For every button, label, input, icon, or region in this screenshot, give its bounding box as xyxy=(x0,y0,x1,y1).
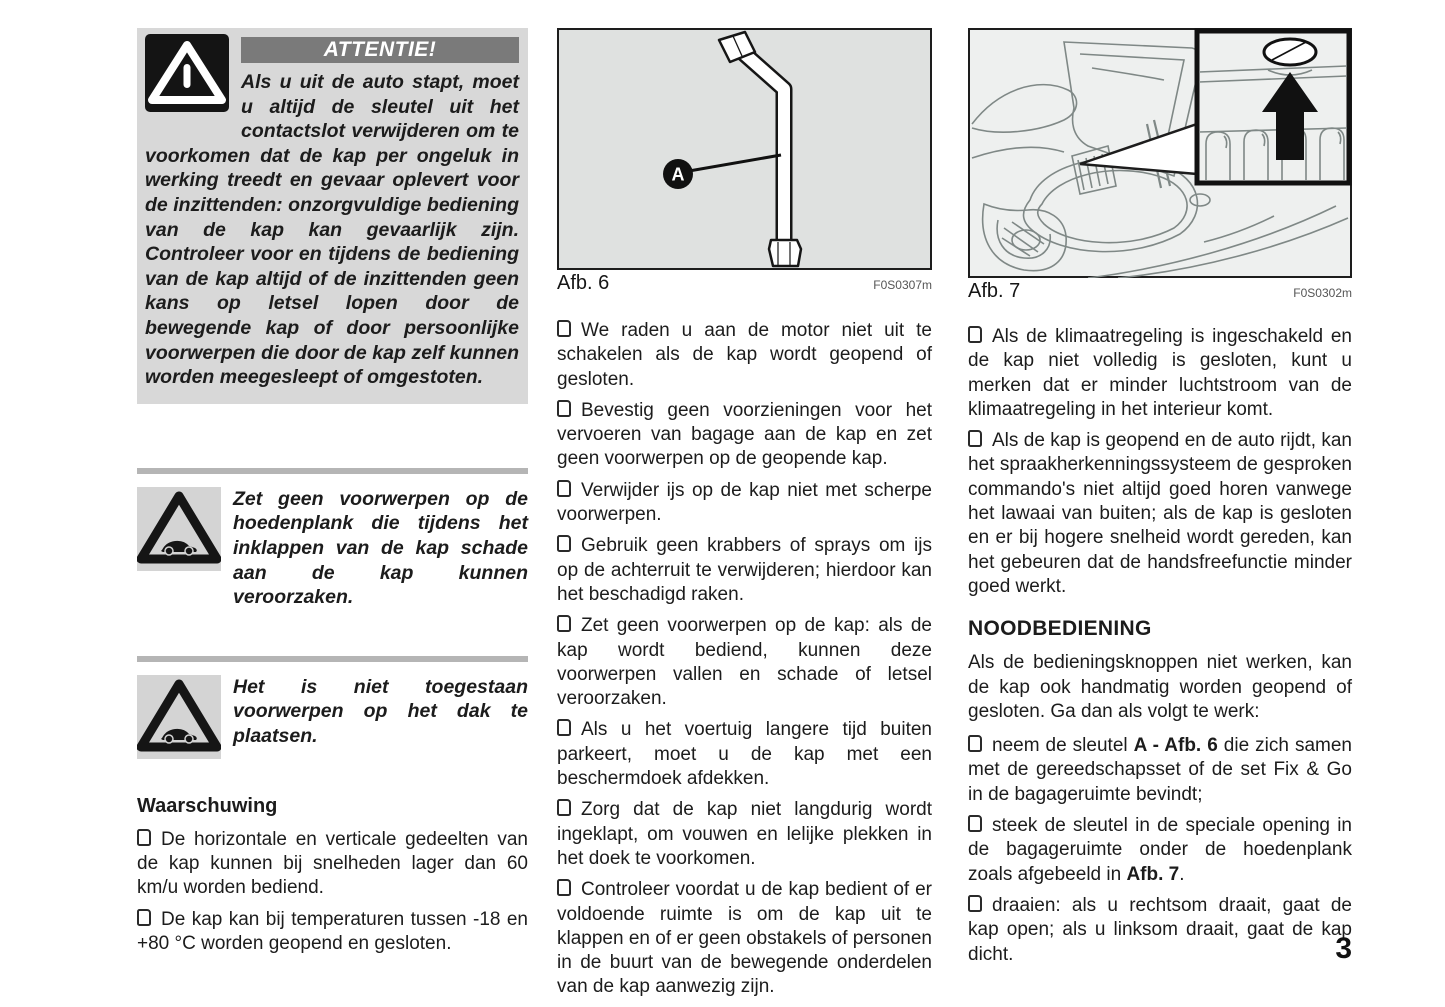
bullet-item: Zet geen voorwerpen op de kap: als de kap wordt bediend, kunnen deze voorwerpen vallen en schade of letsel veroorzaken. xyxy=(557,615,932,710)
car-warning-block-2 xyxy=(137,656,528,759)
noodbediening-intro: Als de bedieningsknoppen niet werken, kan de kap ook handmatig worden geopend of gesloten. Ga dan als volgt te werk: xyxy=(968,652,1352,722)
bullet-item: Verwijder ijs op de kap niet met scherpe voorwerpen. xyxy=(557,479,932,526)
bullet-item: De horizontale en verticale gedeelten van de kap kunnen bij snelheden lager dan 60 km/u worden bediend. xyxy=(137,828,528,899)
warning-text: Zet geen voorwerpen op de hoedenplank die tijdens het inklappen van de kap schade aan de kap kunnen veroorzaken. xyxy=(233,487,528,609)
figure-7-code: F0S0302m xyxy=(1293,286,1352,300)
warning-triangle-car-icon xyxy=(137,675,221,759)
bullet-item: Als de kap is geopend en de auto rijdt, kan het spraakherkenningssysteem de gesproken commando's niet altijd goed horen vanwege het lawaai van buiten; als de kap is gesloten en er bij hogere snelheid wordt gereden, kan het gebeuren dat de handsfreefunctie minder goed werkt. xyxy=(968,430,1352,597)
square-bullet-icon xyxy=(557,320,571,337)
right-bullet-list xyxy=(968,325,1352,599)
figure-6-illustration xyxy=(557,28,932,270)
warning-text: Het is niet toegestaan voorwerpen op het dak te plaatsen. xyxy=(233,675,528,747)
bullet-item: Als u het voertuig langere tijd buiten parkeert, moet u de kap met een beschermdoek afdekken. xyxy=(557,719,932,790)
divider xyxy=(137,468,528,474)
square-bullet-icon xyxy=(557,400,571,417)
noodbediening-bullet-list xyxy=(968,734,1352,967)
square-bullet-icon xyxy=(968,735,982,752)
car-warning-block-1 xyxy=(137,468,528,610)
middle-bullet-list xyxy=(557,319,932,1000)
waarschuwing-bullet-list xyxy=(137,828,528,956)
square-bullet-icon xyxy=(557,615,571,632)
warning-triangle-car-icon xyxy=(137,487,221,571)
figure-7-illustration xyxy=(968,28,1352,278)
left-column xyxy=(137,28,528,963)
noodbediening-section xyxy=(968,617,1352,967)
waarschuwing-heading: Waarschuwing xyxy=(137,794,278,817)
square-bullet-icon xyxy=(137,829,151,846)
attention-header: ATTENTIE! xyxy=(241,37,519,63)
figure-6-caption: Afb. 6 xyxy=(557,272,610,294)
square-bullet-icon xyxy=(557,799,571,816)
bullet-item: neem de sleutel A - Afb. 6 die zich samen met de gereedschapsset of de set Fix & Go in de bagageruimte bevindt; xyxy=(968,735,1352,805)
figure-6-code: F0S0307m xyxy=(873,278,932,292)
square-bullet-icon xyxy=(137,909,151,926)
square-bullet-icon xyxy=(968,815,982,832)
noodbediening-heading: NOODBEDIENING xyxy=(968,617,1152,641)
attention-body-text: Als u uit de auto stapt, moet u altijd de sleutel uit het contactslot verwijderen om te voorkomen dat de kap per ongeluk in werking treedt en gevaar oplevert voor de inzittenden: onzorgvuldige bediening van de kap kan gevaarlijk zijn. Controleer voor en tijdens de bediening van de kap altijd of de inzittenden geen kans op letsel lopen door de bewegende kap of door persoonlijke voorwerpen die door de kap zelf kunnen worden meegesleept of omgestoten. xyxy=(145,71,519,389)
square-bullet-icon xyxy=(968,895,982,912)
square-bullet-icon xyxy=(557,719,571,736)
square-bullet-icon xyxy=(557,879,571,896)
figure-7 xyxy=(968,28,1352,303)
warning-triangle-exclamation-icon xyxy=(145,34,229,112)
bullet-item: Als de klimaatregeling is ingeschakeld en de kap niet volledig is gesloten, kunt u merken dat er minder luchtstroom van de klimaatregeling in het interieur komt. xyxy=(968,326,1352,420)
waarschuwing-section xyxy=(137,795,528,956)
bullet-item: Bevestig geen voorzieningen voor het vervoeren van bagage aan de kap en zet geen voorwerpen op de geopende kap. xyxy=(557,399,932,470)
figure-7-caption: Afb. 7 xyxy=(968,280,1021,302)
bullet-item: Gebruik geen krabbers of sprays om ijs op de achterruit te verwijderen; hierdoor kan het beschadigd raken. xyxy=(557,535,932,605)
attention-box xyxy=(137,28,528,404)
square-bullet-icon xyxy=(557,535,571,552)
right-column xyxy=(968,28,1352,974)
page-number: 3 xyxy=(1335,932,1352,965)
middle-column xyxy=(557,28,932,1007)
bullet-item: We raden u aan de motor niet uit te schakelen als de kap wordt geopend of gesloten. xyxy=(557,320,932,390)
bullet-item: Controleer voordat u de kap bedient of er voldoende ruimte is om de kap uit te klappen en of er geen obstakels of personen in de buurt van de bewegende onderdelen van de kap aanwezig zijn. xyxy=(557,879,932,998)
figure-6-callout-A: A xyxy=(671,164,685,185)
square-bullet-icon xyxy=(557,480,571,497)
bullet-item: Zorg dat de kap niet langdurig wordt ingeklapt, om vouwen en lelijke plekken in het doek te voorkomen. xyxy=(557,799,932,869)
bullet-item: draaien: als u rechtsom draait, gaat de kap open; als u linksom draait, gaat de kap dicht. xyxy=(968,894,1352,965)
square-bullet-icon xyxy=(968,430,982,447)
figure-6 xyxy=(557,28,932,295)
bullet-item: De kap kan bij temperaturen tussen -18 en +80 °C worden geopend en gesloten. xyxy=(137,908,528,954)
square-bullet-icon xyxy=(968,326,982,343)
divider xyxy=(137,656,528,662)
bullet-item: steek de sleutel in de speciale opening in de bagageruimte onder de hoedenplank zoals afgebeeld in Afb. 7. xyxy=(968,815,1352,885)
